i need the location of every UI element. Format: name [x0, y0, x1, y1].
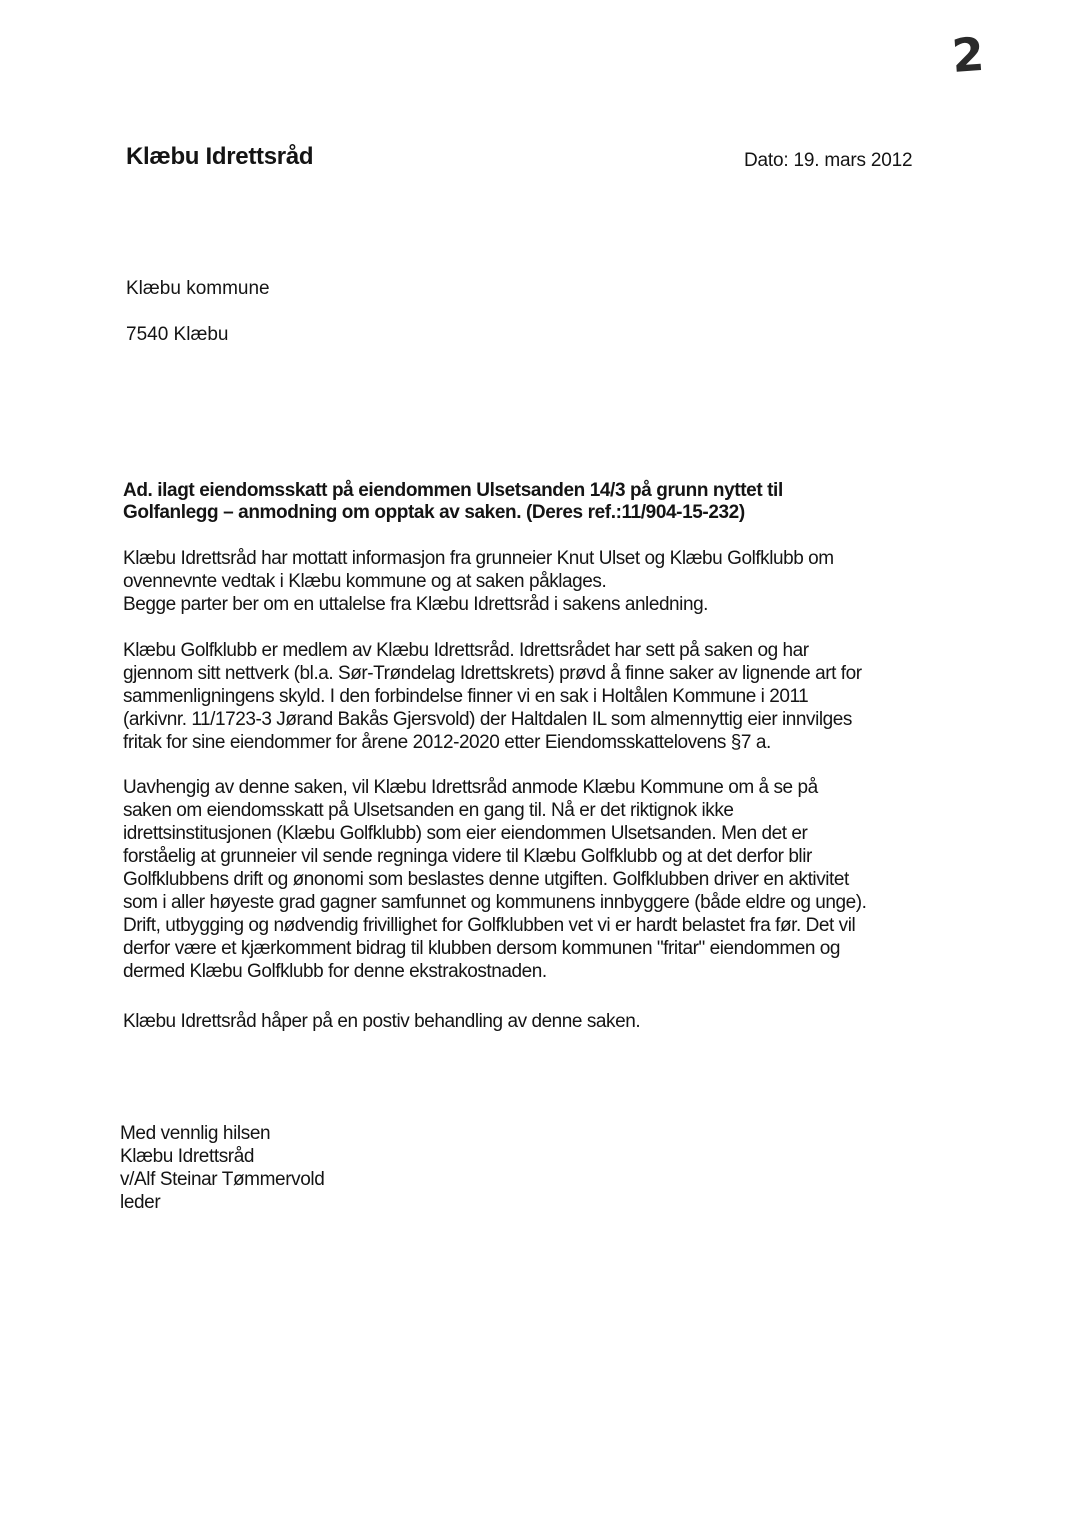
text-line: Klæbu Golfklubb er medlem av Klæbu Idrettsråd. Idrettsrådet har sett på saken og har	[123, 640, 809, 661]
closing-organization: Klæbu Idrettsråd	[120, 1146, 255, 1167]
text-line: saken om eiendomsskatt på Ulsetsanden en gang til. Nå er det riktignok ikke	[123, 800, 734, 821]
signer-name: v/Alf Steinar Tømmervold	[120, 1169, 325, 1190]
text-line: ovennevnte vedtak i Klæbu kommune og at saken påklages.	[123, 571, 607, 592]
text-line: Begge parter ber om en uttalelse fra Klæbu Idrettsråd i sakens anledning.	[123, 594, 709, 615]
subject-line: Golfanlegg – anmodning om opptak av saken. (Deres ref.:11/904-15-232)	[123, 502, 745, 523]
text-line: dermed Klæbu Golfklubb for denne ekstrakostnaden.	[123, 961, 547, 982]
text-line: idrettsinstitusjonen (Klæbu Golfklubb) som eier eiendommen Ulsetsanden. Men det er	[123, 823, 808, 844]
text-line: (arkivnr. 11/1723-3 Jørand Bakås Gjersvold) der Haltdalen IL som almennyttig eier innvilges	[123, 709, 852, 730]
body-paragraph-1	[123, 547, 993, 616]
text-line: Klæbu Idrettsråd håper på en postiv behandling av denne saken.	[123, 1011, 641, 1032]
text-line: Uavhengig av denne saken, vil Klæbu Idrettsråd anmode Klæbu Kommune om å se på	[123, 777, 818, 798]
letter-subject	[123, 480, 923, 524]
recipient-address: 7540 Klæbu	[126, 324, 229, 345]
text-line: sammenligningens skyld. I den forbindelse finner vi en sak i Holtålen Kommune i 2011	[123, 686, 809, 707]
text-line: Golfklubbens drift og ønonomi som beslastes denne utgiften. Golfklubben driver en aktivitet	[123, 869, 849, 890]
closing-greeting: Med vennlig hilsen	[120, 1123, 271, 1144]
organization-name: Klæbu Idrettsråd	[126, 143, 314, 170]
text-line: derfor være et kjærkomment bidrag til klubben dersom kommunen "fritar" eiendommen og	[123, 938, 841, 959]
subject-line: Ad. ilagt eiendomsskatt på eiendommen Ulsetsanden 14/3 på grunn nyttet til	[123, 480, 783, 501]
text-line: Drift, utbygging og nødvendig frivillighet for Golfklubben vet vi er hardt belastet fra før. Det vil	[123, 915, 856, 936]
signature-block	[120, 1122, 324, 1214]
body-paragraph-3	[123, 776, 993, 983]
text-line: forståelig at grunneier vil sende regninga videre til Klæbu Golfklubb og at det derfor blir	[123, 846, 812, 867]
body-paragraph-4	[123, 1010, 993, 1033]
text-line: Klæbu Idrettsråd har mottatt informasjon fra grunneier Knut Ulset og Klæbu Golfklubb om	[123, 548, 834, 569]
page-number: 2	[950, 26, 985, 84]
text-line: gjennom sitt nettverk (bl.a. Sør-Trøndelag Idrettskrets) prøvd å finne saker av lignende art for	[123, 663, 862, 684]
text-line: som i aller høyeste grad gagner samfunnet og kommunens innbyggere (både eldre og unge).	[123, 892, 867, 913]
body-paragraph-2	[123, 639, 993, 754]
letter-date: Dato: 19. mars 2012	[744, 150, 913, 171]
text-line: fritak for sine eiendommer for årene 2012-2020 etter Eiendomsskattelovens §7 a.	[123, 732, 771, 753]
signer-title: leder	[120, 1192, 161, 1213]
recipient-name: Klæbu kommune	[126, 278, 270, 299]
